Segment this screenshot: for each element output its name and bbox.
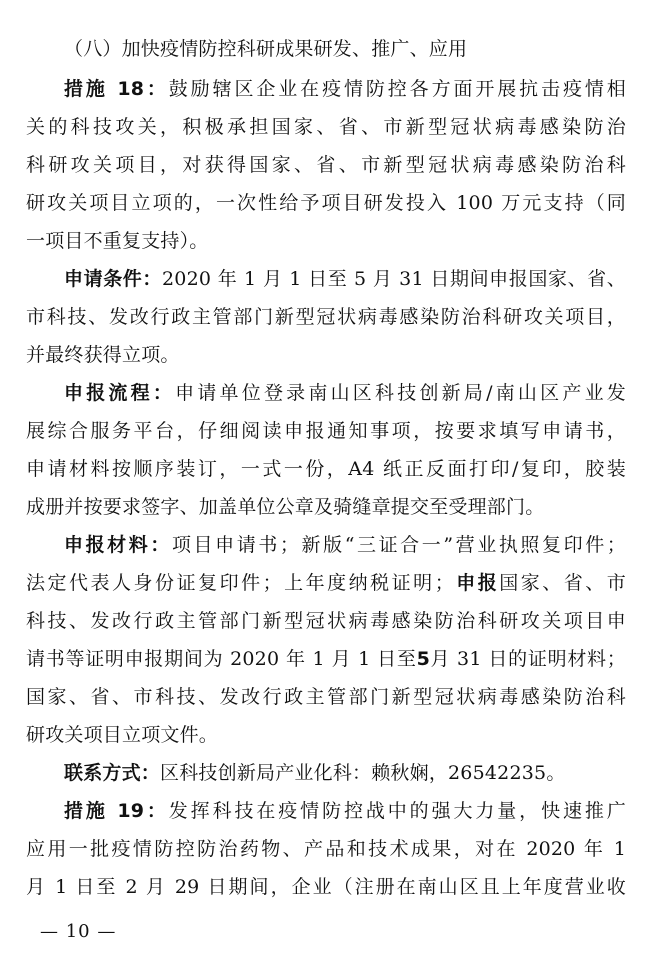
materials-line-3: 科技、发改行政主管部门新型冠状病毒感染防治科研攻关项目申 bbox=[26, 610, 626, 632]
conditions-line-1: 申请条件：2020 年 1 月 1 日至 5 月 31 日期间申报国家、省、 bbox=[64, 268, 626, 290]
measure-18-line-4: 研攻关项目立项的，一次性给予项目研发投入 100 万元支持（同 bbox=[26, 192, 626, 214]
materials-line-2: 法定代表人身份证复印件；上年度纳税证明；申报国家、省、市 bbox=[26, 572, 626, 594]
section-heading: （八）加快疫情防控科研成果研发、推广、应用 bbox=[64, 38, 468, 60]
measure-18-label: 措施 18： bbox=[64, 78, 169, 100]
conditions-label: 申请条件： bbox=[64, 268, 163, 290]
measure-19-line-3: 月 1 日至 2 月 29 日期间，企业（注册在南山区且上年度营业收 bbox=[26, 876, 626, 898]
measure-19-label: 措施 19： bbox=[64, 800, 169, 822]
materials-line-4: 请书等证明申报期间为 2020 年 1 月 1 日至5月 31 日的证明材料； bbox=[26, 648, 626, 670]
materials-line-5: 国家、省、市科技、发改行政主管部门新型冠状病毒感染防治科 bbox=[26, 686, 626, 708]
process-line-3: 申请材料按顺序装订，一式一份，A4 纸正反面打印/复印，胶装 bbox=[26, 458, 626, 480]
conditions-line-3: 并最终获得立项。 bbox=[26, 344, 180, 366]
contact-label: 联系方式： bbox=[64, 762, 161, 784]
measure-19-line-1: 措施 19：发挥科技在疫情防控战中的强大力量，快速推广 bbox=[64, 800, 626, 822]
materials-line-1: 申报材料：项目申请书；新版“三证合一”营业执照复印件； bbox=[64, 534, 626, 556]
process-line-1: 申报流程：申请单位登录南山区科技创新局/南山区产业发 bbox=[64, 382, 626, 404]
materials-declare-bold: 申报 bbox=[453, 572, 500, 594]
materials-label: 申报材料： bbox=[64, 534, 172, 556]
measure-18-line-5: 一项目不重复支持）。 bbox=[26, 230, 209, 252]
materials-line-6: 研攻关项目立项文件。 bbox=[26, 724, 219, 746]
measure-18-line-3: 科研攻关项目，对获得国家、省、市新型冠状病毒感染防治科 bbox=[26, 154, 626, 176]
measure-18-line-2: 关的科技攻关，积极承担国家、省、市新型冠状病毒感染防治 bbox=[26, 116, 626, 138]
contact-line: 联系方式：区科技创新局产业化科：赖秋娴，26542235。 bbox=[64, 762, 566, 784]
measure-19-line-2: 应用一批疫情防控防治药物、产品和技术成果，对在 2020 年 1 bbox=[26, 838, 626, 860]
page-number: — 10 — bbox=[40, 921, 117, 942]
process-line-2: 展综合服务平台，仔细阅读申报通知事项，按要求填写申请书， bbox=[26, 420, 626, 442]
measure-18-line-1: 措施 18：鼓励辖区企业在疫情防控各方面开展抗击疫情相 bbox=[64, 78, 626, 100]
conditions-line-2: 市科技、发改行政主管部门新型冠状病毒感染防治科研攻关项目， bbox=[26, 306, 626, 328]
process-label: 申报流程： bbox=[64, 382, 176, 404]
process-line-4: 成册并按要求签字、加盖单位公章及骑缝章提交至受理部门。 bbox=[26, 496, 545, 518]
materials-month-bold: 5 bbox=[416, 648, 431, 670]
